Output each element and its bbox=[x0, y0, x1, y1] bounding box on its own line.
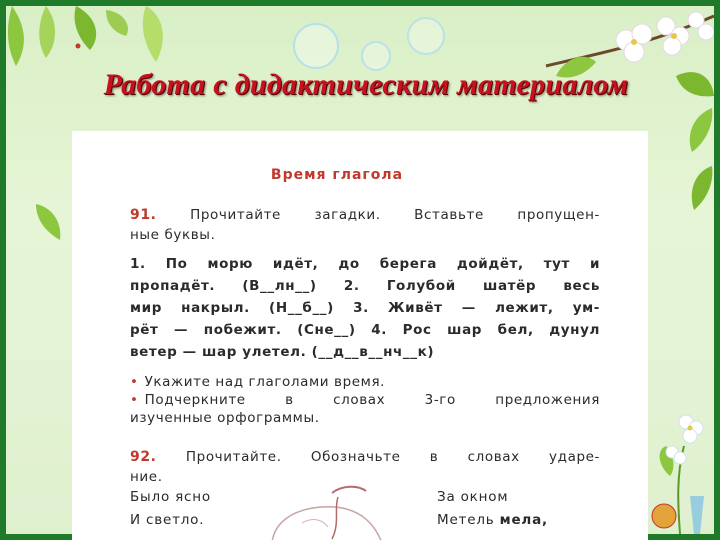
bullet-icon: • bbox=[130, 374, 139, 390]
riddle-line: 1. По морю идёт, до берега дойдёт, тут и bbox=[130, 256, 600, 272]
bullet-icon: • bbox=[130, 392, 139, 408]
task-bullet-continuation: изученные орфограммы. bbox=[130, 410, 320, 426]
poem-word: Метель bbox=[437, 512, 500, 528]
bubbles-decoration bbox=[276, 6, 476, 76]
poem-right-line bbox=[437, 512, 548, 528]
textbook-page bbox=[72, 131, 648, 540]
slide-title: Работа с дидактическим материалом bbox=[103, 68, 629, 101]
leaf-left-decoration bbox=[34, 202, 64, 242]
exercise-91-task-line: ные буквы. bbox=[130, 227, 216, 243]
exercise-number: 92. bbox=[130, 449, 157, 465]
exercise-92-task-line bbox=[130, 449, 600, 465]
exercise-91-task-line bbox=[130, 207, 600, 223]
leaves-right-decoration bbox=[682, 106, 714, 216]
task-bullet bbox=[130, 392, 600, 408]
poem-word-bold: мела, bbox=[499, 512, 548, 528]
riddle-line: ветер — шар улетел. (__д__в__нч__к) bbox=[130, 344, 435, 360]
exercise-92-task-line: ние. bbox=[130, 469, 163, 485]
riddle-line: мир накрыл. (Н__б__) 3. Живёт — лежит, ум- bbox=[130, 300, 600, 316]
section-heading: Время глагола bbox=[270, 167, 404, 183]
task-bullet-text: Подчеркните в словах 3-го предложения bbox=[144, 392, 600, 408]
exercise-task-text: Прочитайте. Обозначьте в словах ударе- bbox=[185, 449, 600, 465]
poem-left-line: И светло. bbox=[130, 512, 205, 528]
exercise-task-text: Прочитайте загадки. Вставьте пропущен- bbox=[190, 207, 600, 223]
poem-left-line: Было ясно bbox=[130, 489, 211, 505]
riddle-line: рёт — побежит. (Сне__) 4. Рос шар бел, дунул bbox=[130, 322, 600, 338]
flowers-vase-bottom-right-decoration bbox=[650, 406, 714, 534]
exercise-number: 91. bbox=[130, 207, 157, 223]
illustration-sketch bbox=[262, 483, 402, 540]
task-bullet-text: Укажите над глаголами время. bbox=[144, 374, 386, 390]
task-bullet bbox=[130, 374, 600, 390]
poem-right-line: За окном bbox=[437, 489, 509, 505]
riddle-line: пропадёт. (В__лн__) 2. Голубой шатёр весь bbox=[130, 278, 600, 294]
